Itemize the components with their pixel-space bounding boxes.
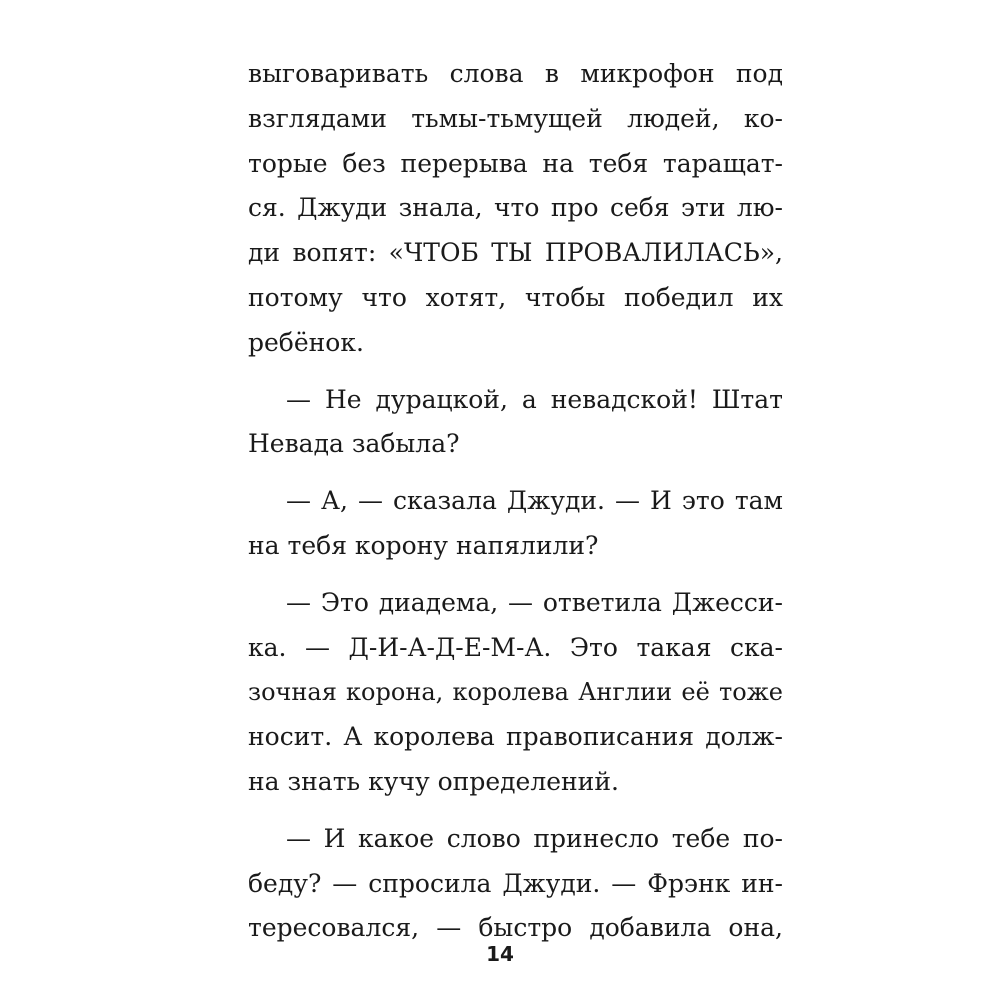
paragraph (248, 581, 783, 805)
text-line: Невада забыла? (248, 429, 460, 459)
text-line: носит. А королева правописания долж- (248, 722, 783, 752)
text-line: — Не дурацкой, а невадской! Штат (286, 384, 783, 414)
text-line: на тебя корону напялили? (248, 530, 599, 560)
text-line: торые без перерыва на тебя таращат- (248, 148, 783, 178)
text-line: — И какое слово принесло тебе по- (286, 823, 783, 853)
text-line: выговаривать слова в микрофон под (248, 59, 783, 88)
text-line: зочная корона, королева Англии её тоже (248, 678, 783, 707)
paragraph (248, 52, 783, 366)
text-line: на знать кучу определений. (248, 766, 619, 796)
text-line: ди вопят: «ЧТОБ ТЫ ПРОВАЛИЛАСЬ», (248, 238, 783, 268)
text-line: — А, — сказала Джуди. — И это там (286, 486, 783, 516)
text-line: беду? — спросила Джуди. — Фрэнк ин- (248, 868, 783, 898)
text-line: ребёнок. (248, 327, 364, 357)
paragraph (248, 479, 783, 569)
page-number: 14 (486, 942, 514, 966)
body-text (248, 52, 783, 951)
text-line: ка. — Д-И-А-Д-Е-М-А. Это такая ска- (248, 632, 783, 662)
text-line: тересовался, — быстро добавила она, (248, 913, 783, 943)
text-line: — Это диадема, — ответила Джесси- (286, 587, 783, 617)
text-line: ся. Джуди знала, что про себя эти лю- (248, 193, 783, 223)
paragraph (248, 817, 783, 951)
paragraph (248, 378, 783, 468)
text-line: потому что хотят, чтобы победил их (248, 282, 783, 312)
text-line: взглядами тьмы-тьмущей людей, ко- (248, 103, 783, 133)
